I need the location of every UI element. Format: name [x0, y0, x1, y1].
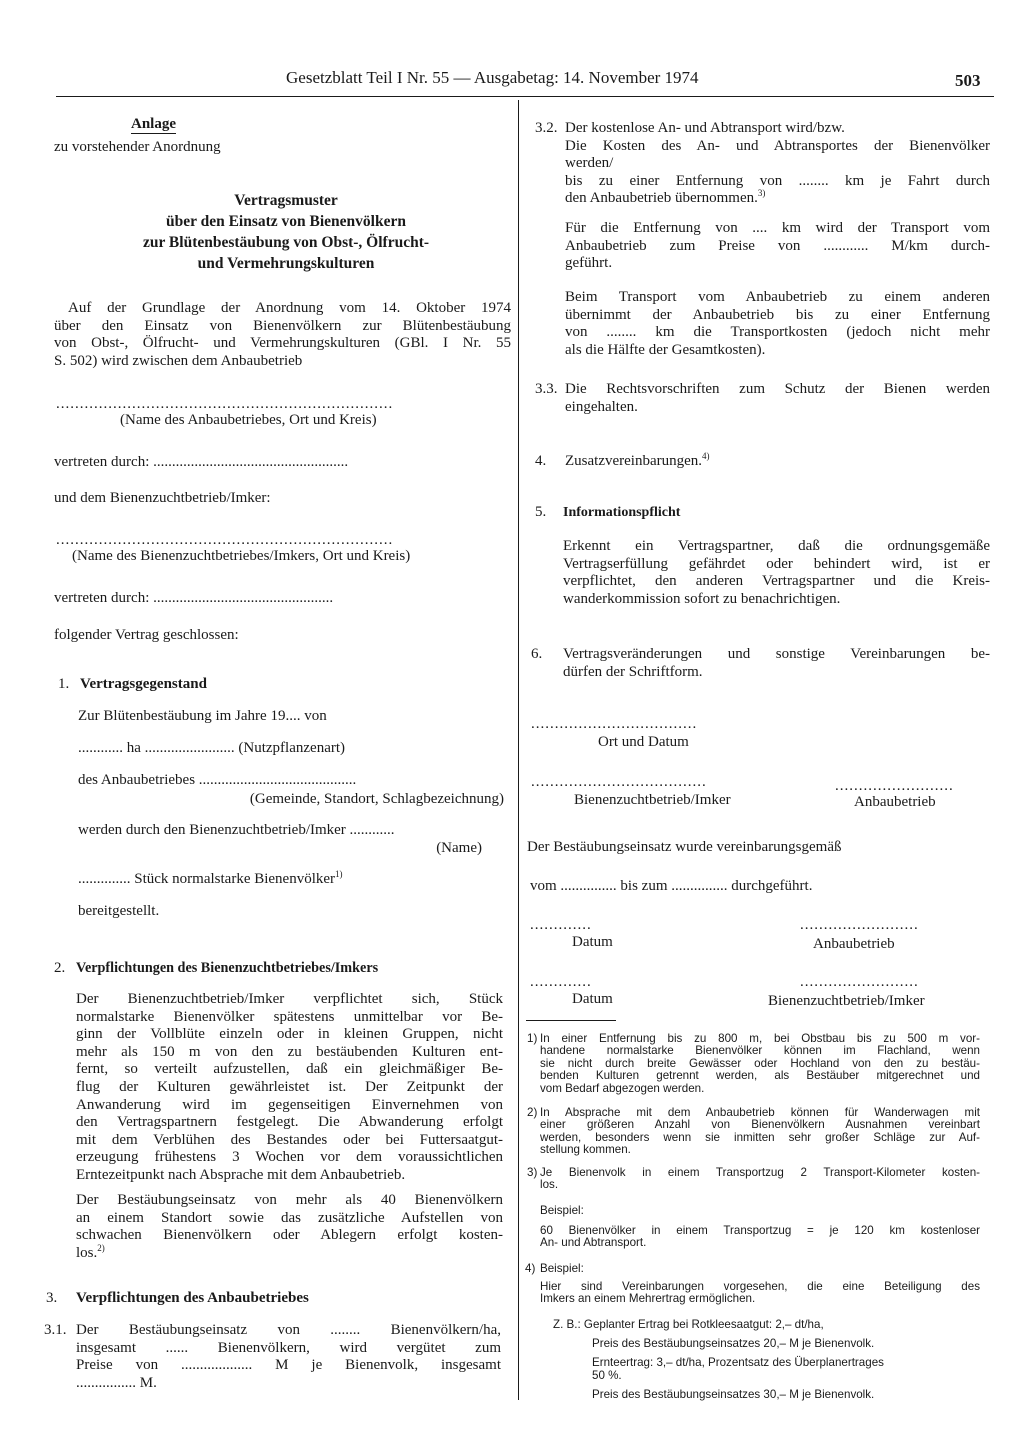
section-1-line	[78, 871, 343, 889]
vertreten-line-2: vertreten durch: ................................................	[54, 590, 334, 606]
paragraph-line: schwachen Bienenvölkern oder Ablegern erfolgt kosten-	[76, 1227, 503, 1244]
column-divider	[518, 100, 519, 1400]
footnote-4-zb: Z. B.: Geplanter Ertrag bei Rotkleesaatgut: 2,– dt/ha,	[553, 1318, 824, 1331]
section-2-title: Verpflichtungen des Bienenzuchtbetriebes/Imkers	[76, 960, 379, 976]
section-2-paragraph-1	[76, 991, 503, 1185]
vertreten-line-1: vertreten durch: ....................................................	[54, 454, 349, 470]
ort-datum-caption: Ort und Datum	[598, 734, 689, 750]
section-3-1-number: 3.1.	[44, 1322, 67, 1338]
paragraph-line: an einem Standort sowie das zusätzliche Aufstellen von	[76, 1209, 503, 1226]
page-header-title: Gesetzblatt Teil I Nr. 55 — Ausgabetag: 14. November 1974	[286, 68, 699, 87]
footnote-line: handene normalstarke Bienenvölker können im Flachland, wenn	[540, 1044, 980, 1058]
section-4-number: 4.	[535, 453, 547, 469]
heading-line: und Vermehrungskulturen	[197, 255, 375, 272]
anlage-label: Anlage	[131, 116, 176, 132]
paragraph-line	[76, 1242, 503, 1263]
paragraph-line: Vertragserfüllung gefährdet oder behindert wird, ist er	[563, 555, 990, 572]
intro-paragraph	[54, 300, 511, 370]
paragraph-line: Erntezeitpunkt nach Absprache mit dem Anbaubetrieb.	[76, 1166, 406, 1183]
und-dem-label: und dem Bienenzuchtbetrieb/Imker:	[54, 490, 271, 506]
footnote-line: In Absprache mit dem Anbaubetrieb können für Wanderwagen mit	[540, 1106, 980, 1119]
paragraph-line: Für die Entfernung von .... km wird der Transport vom	[565, 220, 990, 236]
paragraph-line: geführt.	[565, 255, 613, 272]
paragraph-line: Erkennt ein Vertragspartner, daß die ordnungsgemäße	[563, 538, 990, 554]
section-6-number: 6.	[531, 646, 543, 662]
intro-line: über den Einsatz von Bienenvölkern zur Blütenbestäubung	[54, 317, 511, 334]
heading-line: Vertragsmuster	[234, 192, 338, 209]
signature-dots-datum-2: .............	[530, 974, 592, 990]
signature-dots-datum-1: .............	[530, 917, 592, 933]
paragraph-line: Preise von ................... M je Bienenvolk, insgesamt	[76, 1357, 501, 1374]
footnote-line: einer größeren Anzahl von Bienenvölkern Ausnahmen vereinbart	[540, 1118, 980, 1132]
heading-line: zur Blütenbestäubung von Obst-, Ölfrucht-	[142, 234, 430, 251]
footnote-line: Imkers an einem Mehrertrag ermöglichen.	[540, 1292, 756, 1306]
section-5-text	[563, 538, 990, 608]
anbau-name-caption: (Name des Anbaubetriebes, Ort und Kreis)	[120, 412, 377, 428]
signature-dots-anbau: .........................	[835, 778, 954, 794]
footnote-ref: 1)	[335, 869, 343, 879]
footnote-line: sie nicht durch breite Gewässer oder Hochland von den zu bestäu-	[540, 1056, 980, 1070]
footnote-line: los.	[540, 1178, 559, 1192]
paragraph-line: werden/	[565, 155, 614, 172]
imker-name-dots: .......................................................................	[56, 532, 394, 548]
section-1-number: 1.	[58, 676, 70, 692]
footnote-ref: 2)	[97, 1242, 105, 1253]
paragraph-line: mehr als 150 m von den zu bestäubenden Kulturen ent-	[76, 1043, 503, 1060]
section-2-number: 2.	[54, 960, 66, 976]
footnote-4-preis-1: Preis des Bestäubungseinsatzes 20,– M je Bienenvolk.	[592, 1337, 875, 1350]
paragraph-text: los.	[76, 1244, 98, 1261]
section-5-number: 5.	[535, 504, 547, 520]
section-1-title: Vertragsgegenstand	[80, 676, 207, 692]
paragraph-text: Zusatzvereinbarungen.	[565, 453, 703, 469]
footnote-4-percent: 50 %.	[592, 1369, 622, 1382]
footnote-ref: 4)	[702, 451, 710, 461]
section-3-2-paragraph-2	[565, 220, 990, 273]
signature-dots-imker-2: .........................	[800, 974, 919, 990]
footnote-line: stellung kommen.	[540, 1143, 631, 1157]
footnote-line: benden Kulturen getrennt werden, als Bestäuber mitgerechnet und	[540, 1069, 980, 1083]
footnote-4-number: 4)	[525, 1262, 536, 1275]
footnote-line: In einer Entfernung bis zu 800 m, bei Obstbau bis zu 500 m vor-	[540, 1032, 980, 1045]
section-1-line: bereitgestellt.	[78, 903, 160, 919]
footnote-3-number: 3)	[527, 1166, 538, 1179]
intro-line: S. 502) wird zwischen dem Anbaubetrieb	[54, 352, 303, 369]
footnote-4-ernte: Ernteertrag: 3,– dt/ha, Prozentsatz des Überplanertrages	[592, 1356, 884, 1369]
footnote-line: Hier sind Vereinbarungen vorgesehen, die eine Beteiligung des	[540, 1280, 980, 1293]
section-3-2-text	[565, 120, 990, 208]
page-number: 503	[955, 71, 981, 90]
section-1-line: Zur Blütenbestäubung im Jahre 19.... von	[78, 708, 327, 724]
section-6-text	[563, 646, 990, 681]
confirmation-text: Der Bestäubungseinsatz wurde vereinbarungsgemäß	[527, 839, 842, 855]
paragraph-line: erzeugung frühestens 3 Wochen vor dem voraussichtlichen	[76, 1149, 503, 1166]
footnote-line: vom Bedarf abgezogen werden.	[540, 1081, 705, 1095]
paragraph-text: den Anbaubetrieb übernommen.	[565, 190, 758, 207]
paragraph-line: ginn der Vollblüte einzeln oder in kleinen Gruppen, nicht	[76, 1026, 503, 1043]
paragraph-line: normalstarke Bienenvölker spätestens unmittelbar vor Be-	[76, 1008, 503, 1025]
paragraph-line: Anbaubetrieb zum Preise von ............ M/km durch-	[565, 237, 990, 254]
paragraph-line: bis zu einer Entfernung von ........ km je Fahrt durch	[565, 172, 990, 189]
paragraph-line: wanderkommission sofort zu benachrichtigen.	[563, 590, 841, 607]
footnote-ref: 3)	[757, 188, 766, 199]
paragraph-line: Der Bestäubungseinsatz von mehr als 40 Bienenvölkern	[76, 1192, 503, 1208]
footnote-line: An- und Abtransport.	[540, 1236, 647, 1250]
section-1-caption: (Name)	[436, 840, 482, 856]
anbau-caption-2: Anbaubetrieb	[813, 936, 895, 952]
intro-line: von Obst-, Ölfrucht- und Vermehrungskulturen (GBl. I Nr. 55	[54, 335, 511, 352]
folgender-label: folgender Vertrag geschlossen:	[54, 627, 239, 643]
footnote-line: werden, besonders wenn sie inmitten sehr großer Schläge zur Auf-	[540, 1130, 980, 1144]
paragraph-line: mit dem Verblühen des Bestandes oder bei Futtersaatgut-	[76, 1131, 503, 1148]
footnote-4-example-label: Beispiel:	[540, 1262, 584, 1275]
heading-line: über den Einsatz von Bienenvölkern	[165, 213, 406, 230]
intro-line: Auf der Grundlage der Anordnung vom 14. Oktober 1974	[68, 300, 511, 316]
section-3-title: Verpflichtungen des Anbaubetriebes	[76, 1290, 309, 1306]
section-3-2-number: 3.2.	[535, 120, 558, 136]
period-line: vom ............... bis zum ............... durchgeführt.	[530, 878, 813, 894]
paragraph-line: übernimmt der Anbaubetrieb bis zu einer Entfernung	[565, 306, 990, 323]
footnote-1	[540, 1033, 980, 1095]
signature-dots-imker: .....................................	[531, 774, 707, 790]
paragraph-line: Beim Transport vom Anbaubetrieb zu einem anderen	[565, 289, 990, 305]
paragraph-line: ................ M.	[76, 1374, 157, 1391]
footnote-3-example-label: Beispiel:	[540, 1204, 584, 1217]
section-2-paragraph-2	[76, 1192, 503, 1262]
contract-heading	[100, 190, 472, 274]
datum-caption-2: Datum	[572, 991, 613, 1007]
anlage-subtitle: zu vorstehender Anordnung	[54, 139, 221, 155]
section-3-number: 3.	[46, 1290, 58, 1306]
section-3-1-text	[76, 1322, 501, 1392]
paragraph-line: Vertragsveränderungen und sonstige Vereinbarungen be-	[563, 646, 990, 662]
section-3-3-text	[565, 381, 990, 416]
footnote-line: Je Bienenvolk in einem Transportzug 2 Transport-Kilometer kosten-	[540, 1166, 980, 1179]
footnote-rule	[526, 1020, 616, 1021]
paragraph-line: Die Kosten des An- und Abtransportes der Bienenvölker	[565, 137, 990, 154]
imker-caption: Bienenzuchtbetrieb/Imker	[574, 792, 731, 808]
paragraph-line: Der Bienenzuchtbetrieb/Imker verpflichtet sich, Stück	[76, 991, 503, 1007]
section-5-title: Informationspflicht	[563, 505, 681, 520]
signature-dots-anbau-2: .........................	[800, 917, 919, 933]
imker-caption-2: Bienenzuchtbetrieb/Imker	[768, 993, 925, 1009]
paragraph-line: eingehalten.	[565, 398, 638, 415]
signature-dots-ort: ...................................	[531, 716, 698, 732]
paragraph-line: Die Rechtsvorschriften zum Schutz der Bienen werden	[565, 381, 990, 397]
section-3-2-paragraph-3	[565, 289, 990, 359]
paragraph-line: als die Hälfte der Gesamtkosten).	[565, 341, 766, 358]
section-1-line: werden durch den Bienenzuchtbetrieb/Imker ............	[78, 822, 395, 838]
section-1-caption: (Gemeinde, Standort, Schlagbezeichnung)	[249, 791, 504, 807]
paragraph-line: verpflichtet, den anderen Vertragspartner und die Kreis-	[563, 573, 990, 590]
footnote-4	[540, 1281, 980, 1306]
section-3-3-number: 3.3.	[535, 381, 558, 397]
section-1-text: .............. Stück normalstarke Bienenvölker	[78, 871, 336, 887]
paragraph-line: von ........ km die Transportkosten (jedoch nicht mehr	[565, 324, 990, 341]
paragraph-line: flug der Kulturen gewährleistet ist. Der Zeitpunkt der	[76, 1078, 503, 1095]
section-1-line: des Anbaubetriebes ..........................................	[78, 772, 357, 788]
footnote-3	[540, 1167, 980, 1192]
datum-caption-1: Datum	[572, 934, 613, 950]
section-4-text	[565, 453, 710, 471]
paragraph-line: Der Bestäubungseinsatz von ........ Bienenvölkern/ha,	[76, 1322, 501, 1338]
anbau-name-dots: .......................................................................	[56, 396, 394, 412]
paragraph-line: Der kostenlose An- und Abtransport wird/bzw.	[565, 120, 845, 136]
footnote-line: 60 Bienenvölker in einem Transportzug = je 120 km kostenloser	[540, 1224, 980, 1237]
paragraph-line	[565, 190, 990, 208]
footnote-1-number: 1)	[527, 1032, 538, 1045]
header-rule	[56, 96, 994, 97]
paragraph-line: fernt, so verteilt aufzustellen, daß ein gleichmäßiger Be-	[76, 1061, 503, 1078]
imker-name-caption: (Name des Bienenzuchtbetriebes/Imkers, Ort und Kreis)	[72, 548, 411, 564]
footnote-3-example	[540, 1225, 980, 1250]
paragraph-line: insgesamt ...... Bienenvölkern, wird vergütet zum	[76, 1339, 501, 1356]
paragraph-line: den Vertragspartnern festgelegt. Die Abwanderung erfolgt	[76, 1114, 503, 1131]
paragraph-line: Anwanderung wird im gegenseitigen Einvernehmen von	[76, 1096, 503, 1113]
section-1-line: ............ ha ........................ (Nutzpflanzenart)	[78, 740, 346, 756]
paragraph-line: dürfen der Schriftform.	[563, 663, 703, 680]
anbau-caption: Anbaubetrieb	[854, 794, 936, 810]
footnote-2-number: 2)	[527, 1106, 538, 1119]
footnote-4-preis-2: Preis des Bestäubungseinsatzes 30,– M je Bienenvolk.	[592, 1388, 875, 1401]
footnote-2	[540, 1107, 980, 1157]
